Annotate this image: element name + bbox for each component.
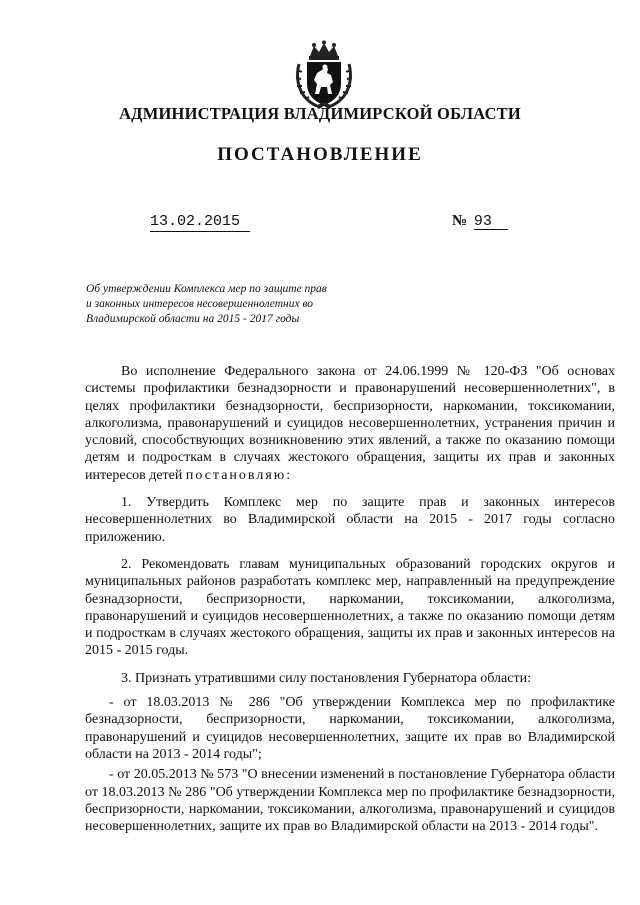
organization-name: АДМИНИСТРАЦИЯ ВЛАДИМИРСКОЙ ОБЛАСТИ (119, 104, 521, 123)
preamble-tail: : (286, 467, 291, 483)
item-paragraph: 2. Рекомендовать главам муниципальных образований городских округов и муниципальных районов разработать комплекс мер, направленный на предупреждение безнадзорности, беспризорности, наркомании, токсикомании, алкоголизма, правонарушений и суицидов несовершеннолетних, а также по оказанию помощи детям и подросткам в случаях жестокого обращения, защиты их прав и законных интересов на 2015 - 2015 годы. (85, 556, 615, 659)
item-paragraph: 1. Утвердить Комплекс мер по защите прав и законных интересов несовершеннолетних во Владимирской области на 2015 - 2017 годы согласно приложению. (85, 495, 615, 545)
vladimir-region-coat-of-arms-icon (293, 40, 355, 110)
document-number: 93 (474, 214, 508, 230)
item-paragraph: 3. Признать утратившими силу постановления Губернатора области: (121, 670, 531, 686)
decree-word: постановляю (185, 467, 287, 483)
subject-line: и законных интересов несовершеннолетних во (86, 298, 314, 310)
document-number-block (452, 212, 508, 230)
subitem-paragraph: - от 18.03.2013 № 286 "Об утверждении Комплекса мер по профилактике безнадзорности, беспризорности, наркомании, токсикомании, алкоголизма, правонарушений и суицидов несовершеннолетних, защите их прав во Владимирской области на 2013 - 2014 годы"; (85, 695, 615, 762)
subject-line: Владимирской области на 2015 - 2017 годы (86, 313, 300, 325)
document-body (85, 363, 615, 838)
document-subject (86, 282, 386, 327)
preamble-text: Во исполнение Федерального закона от 24.06.1999 № 120-ФЗ "Об основах системы профилактики безнадзорности и правонарушений несовершеннолетних", в целях профилактики безнадзорности, беспризорности, наркомании, токсикомании, алкоголизма, правонарушений и суицидов несовершеннолетних, устранения причин и условий, способствующих возникновению этих явлений, а также по оказанию помощи детям и подросткам в случаях жестокого обращения, защиты их прав и законных интересов детей (85, 364, 615, 483)
subitem-paragraph: - от 20.05.2013 № 573 "О внесении изменений в постановление Губернатора области от 18.03.2013 № 286 "Об утверждении Комплекса мер по профилактике безнадзорности, беспризорности, наркомании, токсикомании, алкоголизма, правонарушений и суицидов несовершеннолетних, защите их прав во Владимирской области на 2013 - 2014 годы". (85, 767, 615, 835)
preamble-paragraph (85, 363, 615, 484)
number-sign: № (452, 213, 468, 229)
document-type: ПОСТАНОВЛЕНИЕ (217, 144, 423, 165)
subject-line: Об утверждении Комплекса мер по защите прав (86, 283, 327, 295)
document-date: 13.02.2015 (150, 214, 250, 232)
